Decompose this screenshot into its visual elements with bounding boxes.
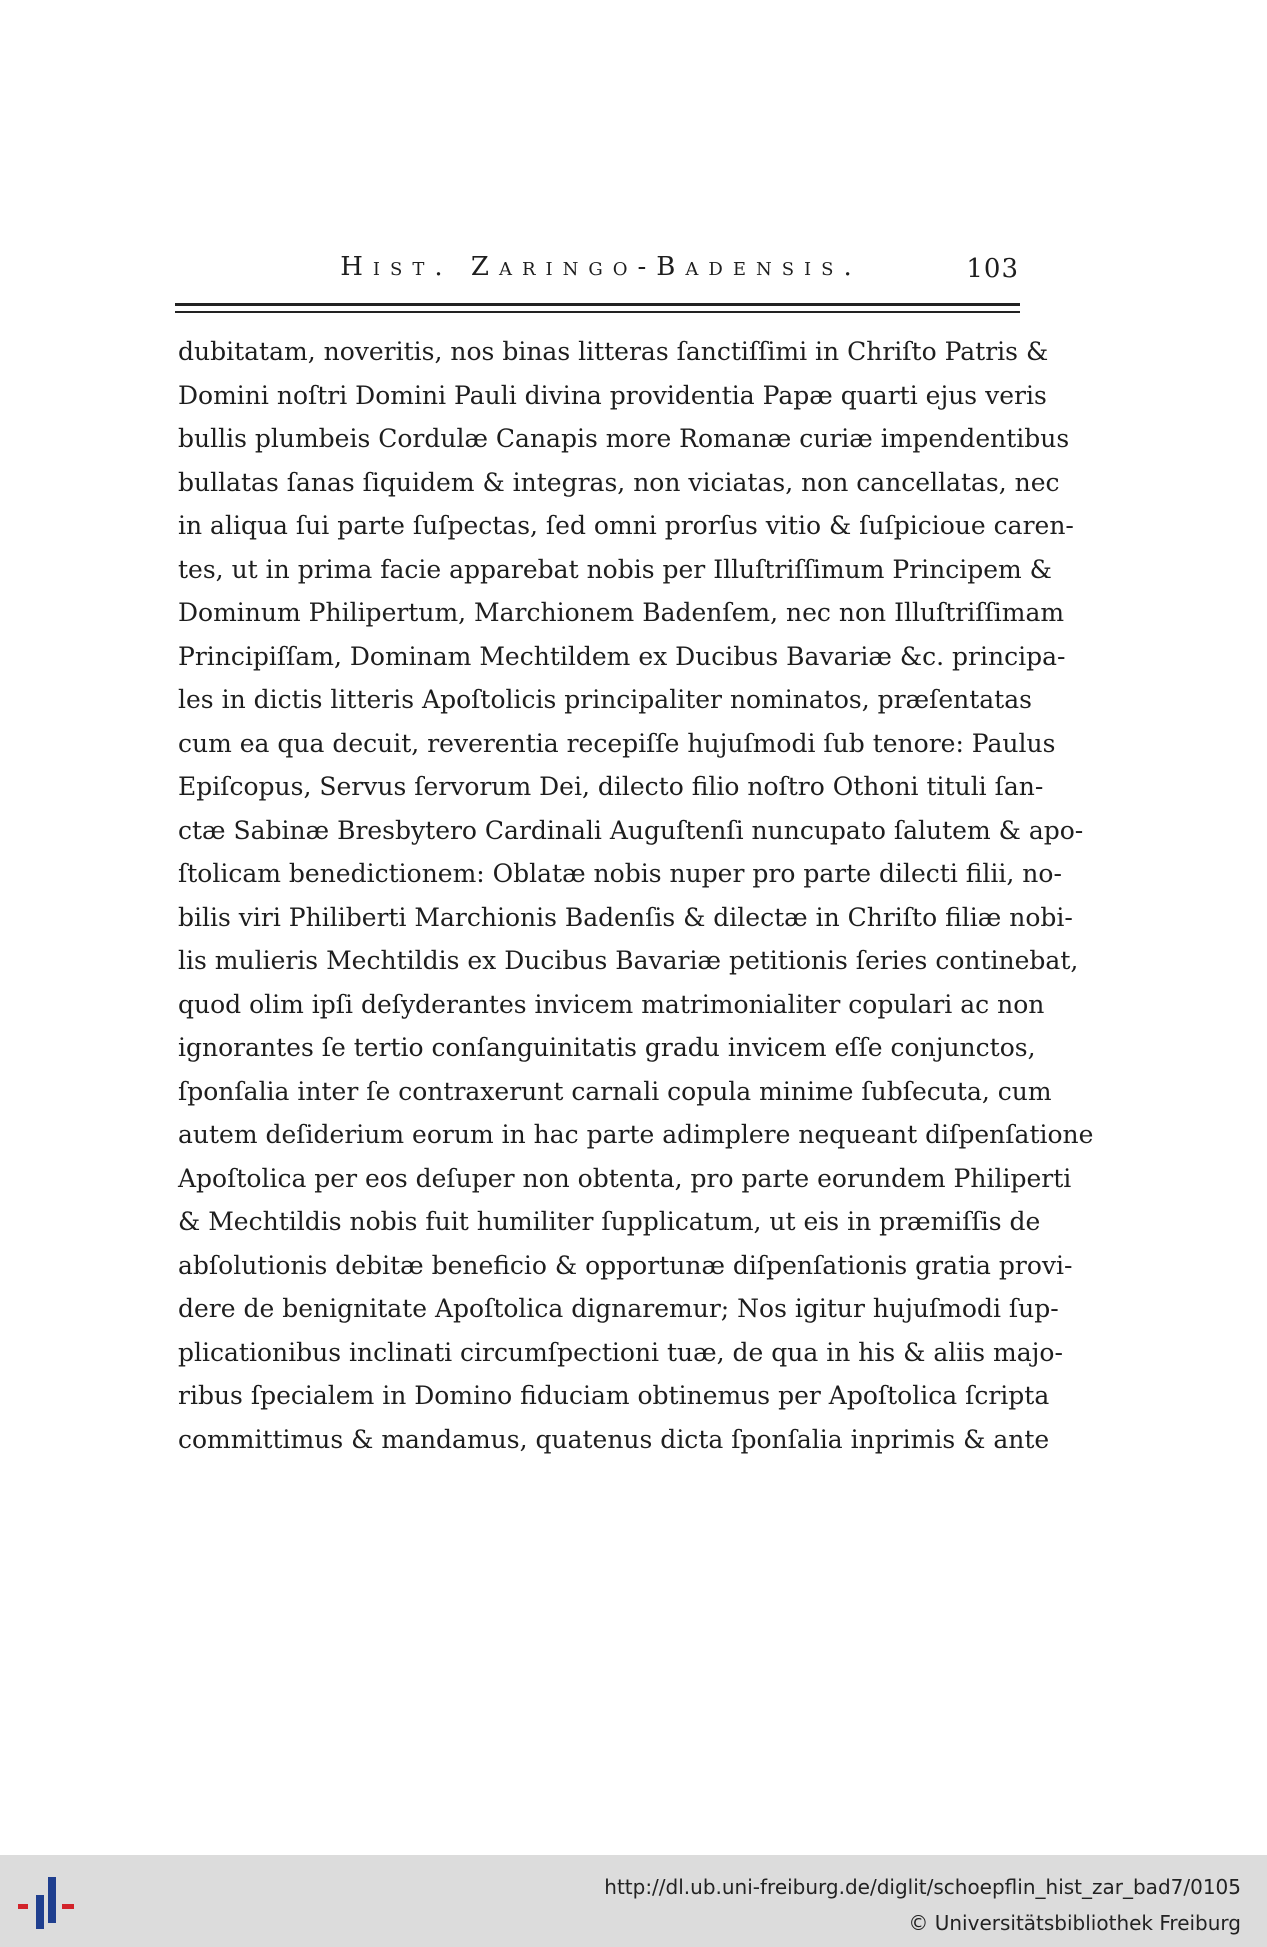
text-line: ctæ Sabinæ Bresbytero Cardinali Auguſtenſi nuncupato ſalutem & apo- (178, 815, 1084, 845)
text-line: quod olim ipſi deſyderantes invicem matrimonialiter copulari ac non (178, 989, 1045, 1019)
text-line: cum ea qua decuit, reverentia recepiſſe hujuſmodi ſub tenore: Paulus (178, 728, 1056, 758)
source-url-link[interactable]: http://dl.ub.uni-freiburg.de/diglit/schoepflin_hist_zar_bad7/0105 (604, 1875, 1241, 1899)
page-number: 103 (966, 254, 1019, 284)
text-line: Domini noſtri Domini Pauli divina providentia Papæ quarti ejus veris (178, 380, 1047, 410)
text-line: lis mulieris Mechtildis ex Ducibus Bavariæ petitionis ſeries continebat, (178, 946, 1079, 975)
text-line: autem deſiderium eorum in hac parte adimplere nequeant diſpenſatione (178, 1120, 1094, 1149)
text-line: committimus & mandamus, quatenus dicta ſponſalia inprimis & ante (178, 1424, 1050, 1454)
header-rule-bottom (175, 311, 1020, 313)
text-line: les in dictis litteris Apoſtolicis principaliter nominatos, præſentatas (178, 685, 1032, 714)
body-text (178, 330, 1094, 1461)
text-line: bullatas ſanas ſiquidem & integras, non viciatas, non cancellatas, nec (178, 467, 1060, 497)
text-line: ribus ſpecialem in Domino fiduciam obtinemus per Apoſtolica ſcripta (178, 1381, 1050, 1410)
text-line: dere de benignitate Apoſtolica dignaremur; Nos igitur hujuſmodi ſup- (178, 1294, 1059, 1323)
text-line: abſolutionis debitæ beneficio & opportunæ diſpenſationis gratia provi- (178, 1250, 1073, 1280)
text-line: Dominum Philipertum, Marchionem Badenſem, nec non Illuſtriſſimam (178, 598, 1065, 627)
footer-bar (0, 1855, 1267, 1947)
text-line: & Mechtildis nobis fuit humiliter ſupplicatum, ut eis in præmiſſis de (178, 1207, 1041, 1236)
text-line: bullis plumbeis Cordulæ Canapis more Romanæ curiæ impendentibus (178, 424, 1070, 453)
text-line: bilis viri Philiberti Marchionis Badenſis & dilectæ in Chriſto filiæ nobi- (178, 902, 1073, 932)
copyright-notice: © Universitätsbibliothek Freiburg (908, 1911, 1241, 1935)
text-line: tes, ut in prima facie apparebat nobis per Illuſtriſſimum Principem & (178, 554, 1052, 584)
running-head (175, 248, 1027, 288)
text-line: in aliqua ſui parte ſuſpectas, ſed omni prorſus vitio & ſuſpicioue caren- (178, 511, 1074, 540)
text-line: ſtolicam benedictionem: Oblatæ nobis nuper pro parte dilecti filii, no- (178, 859, 1062, 888)
text-line: ignorantes ſe tertio conſanguinitatis gradu invicem eſſe conjunctos, (178, 1033, 1036, 1062)
header-rule-top (175, 303, 1020, 306)
text-line: Principiſſam, Dominam Mechtildem ex Ducibus Bavariæ &c. principa- (178, 641, 1066, 671)
text-line: Apoſtolica per eos deſuper non obtenta, pro parte eorundem Philiperti (178, 1163, 1072, 1193)
text-line: Epiſcopus, Servus ſervorum Dei, dilecto filio noſtro Othoni tituli ſan- (178, 772, 1044, 801)
text-line: ſponſalia inter ſe contraxerunt carnali copula minime ſubſecuta, cum (178, 1076, 1052, 1106)
text-line: dubitatam, noveritis, nos binas litteras ſanctiſſimi in Chriſto Patris & (178, 337, 1049, 366)
ub-freiburg-logo-icon[interactable] (18, 1873, 82, 1935)
text-line: plicationibus inclinati circumſpectioni tuæ, de qua in his & aliis majo- (178, 1337, 1063, 1367)
running-title: Hist. Zaringo-Badensis. (340, 252, 862, 282)
